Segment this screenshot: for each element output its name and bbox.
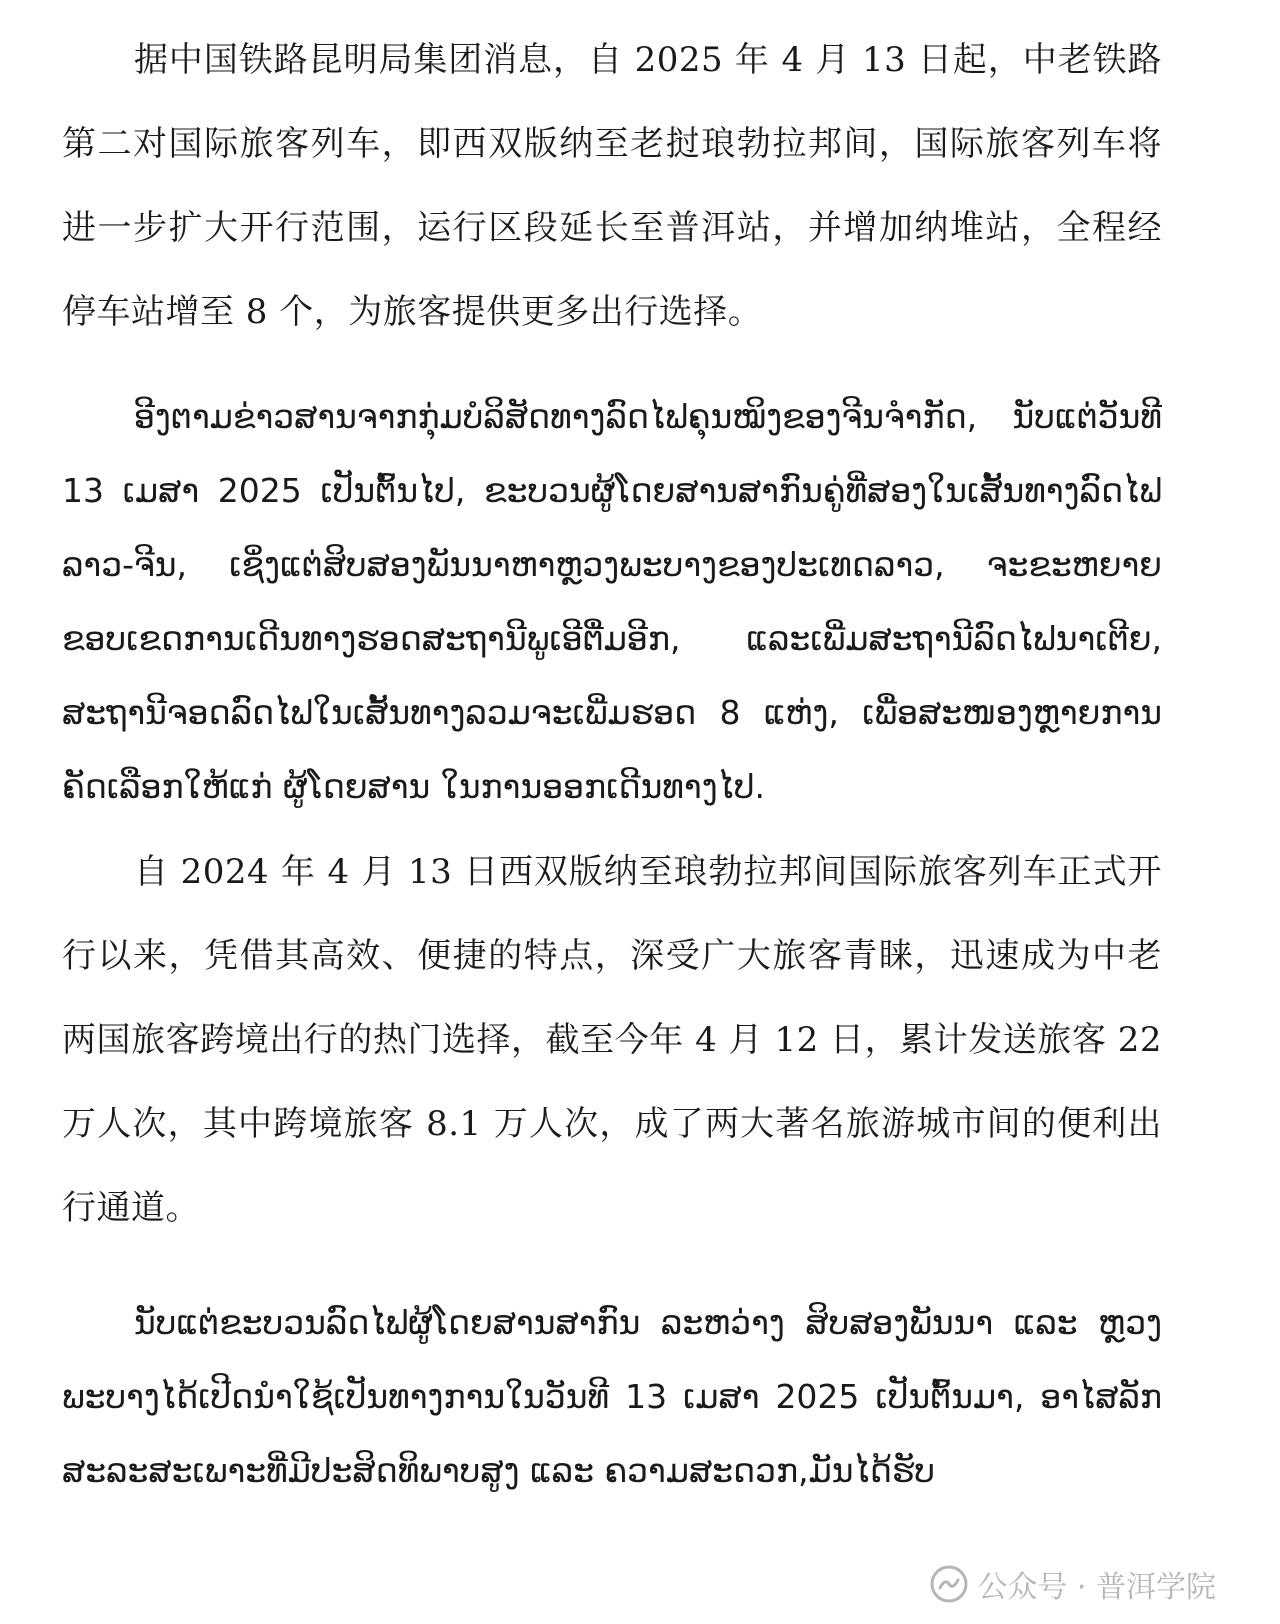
watermark-text: 公众号 · 普洱学院 — [977, 1570, 1216, 1605]
paragraph-zh-1: 据中国铁路昆明局集团消息，自 2025 年 4 月 13 日起，中老铁路第二对国际旅客列车，即西双版纳至老挝琅勃拉邦间，国际旅客列车将进一步扩大开行范围，运行区段延长至普洱站，并增加纳堆站，全程经停车站增至 8 个，为旅客提供更多出行选择。 — [62, 40, 1162, 332]
paragraph-lo-2: ນັບແຕ່ຂະບວນລົດໄຟຜູ້ໂດຍສານສາກົນ ລະຫວ່າງ ສິບສອງພັນນາ ແລະ ຫຼວງພະບາງໄດ້ເປີດນຳໃຊ້ເປັນທາງການໃນວັນທີ 13 ເມສາ 2025 ເປັນຕົ້ນມາ, ອາໄສລັກສະລະສະເພາະທີ່ມີປະສິດທິພາບສູງ ແລະ ຄວາມສະດວກ,ມັນໄດ້ຮັບ — [62, 1303, 1162, 1490]
watermark — [929, 1562, 1216, 1606]
paragraph-zh-2: 自 2024 年 4 月 13 日西双版纳至琅勃拉邦间国际旅客列车正式开行以来，凭借其高效、便捷的特点，深受广大旅客青睐，迅速成为中老两国旅客跨境出行的热门选择，截至今年 4 月 12 日，累计发送旅客 22 万人次，其中跨境旅客 8.1 万人次，成了两大著名旅游城市间的便利出行通道。 — [62, 852, 1162, 1228]
paragraph-lo-1: ອີງຕາມຂ່າວສານຈາກກຸ່ມບໍລິສັດທາງລົດໄຟຄຸນໝິງຂອງຈີນຈຳກັດ, ນັບແຕ່ວັນທີ 13 ເມສາ 2025 ເປັນຕົ້ນໄປ, ຂະບວນຜູ້ໂດຍສານສາກົນຄູ່ທີ່ສອງໃນເສັ້ນທາງລົດໄຟລາວ-ຈີນ, ເຊິ່ງແຕ່ສິບສອງພັນນາຫາຫຼວງພະບາງຂອງປະເທດລາວ, ຈະຂະຫຍາຍຂອບເຂດການເດີນທາງຮອດສະຖານີພູເອີຕື່ມອີກ, ແລະເພີ່ມສະຖານີລົດໄຟນາເຕີຍ, ສະຖານີຈອດລົດໄຟໃນເສັ້ນທາງລວມຈະເພີ່ມຮອດ 8 ແຫ່ງ, ເພື່ອສະໜອງຫຼາຍການຄັດເລືອກໃຫ້ແກ່ ຜູ້ໂດຍສານ ໃນການອອກເດີນທາງໄປ. — [62, 397, 1162, 806]
paragraph-spacer — [62, 354, 1162, 380]
document-body — [62, 18, 1162, 1508]
wechat-official-account-icon — [929, 1564, 969, 1604]
paragraph-spacer — [62, 1250, 1162, 1286]
